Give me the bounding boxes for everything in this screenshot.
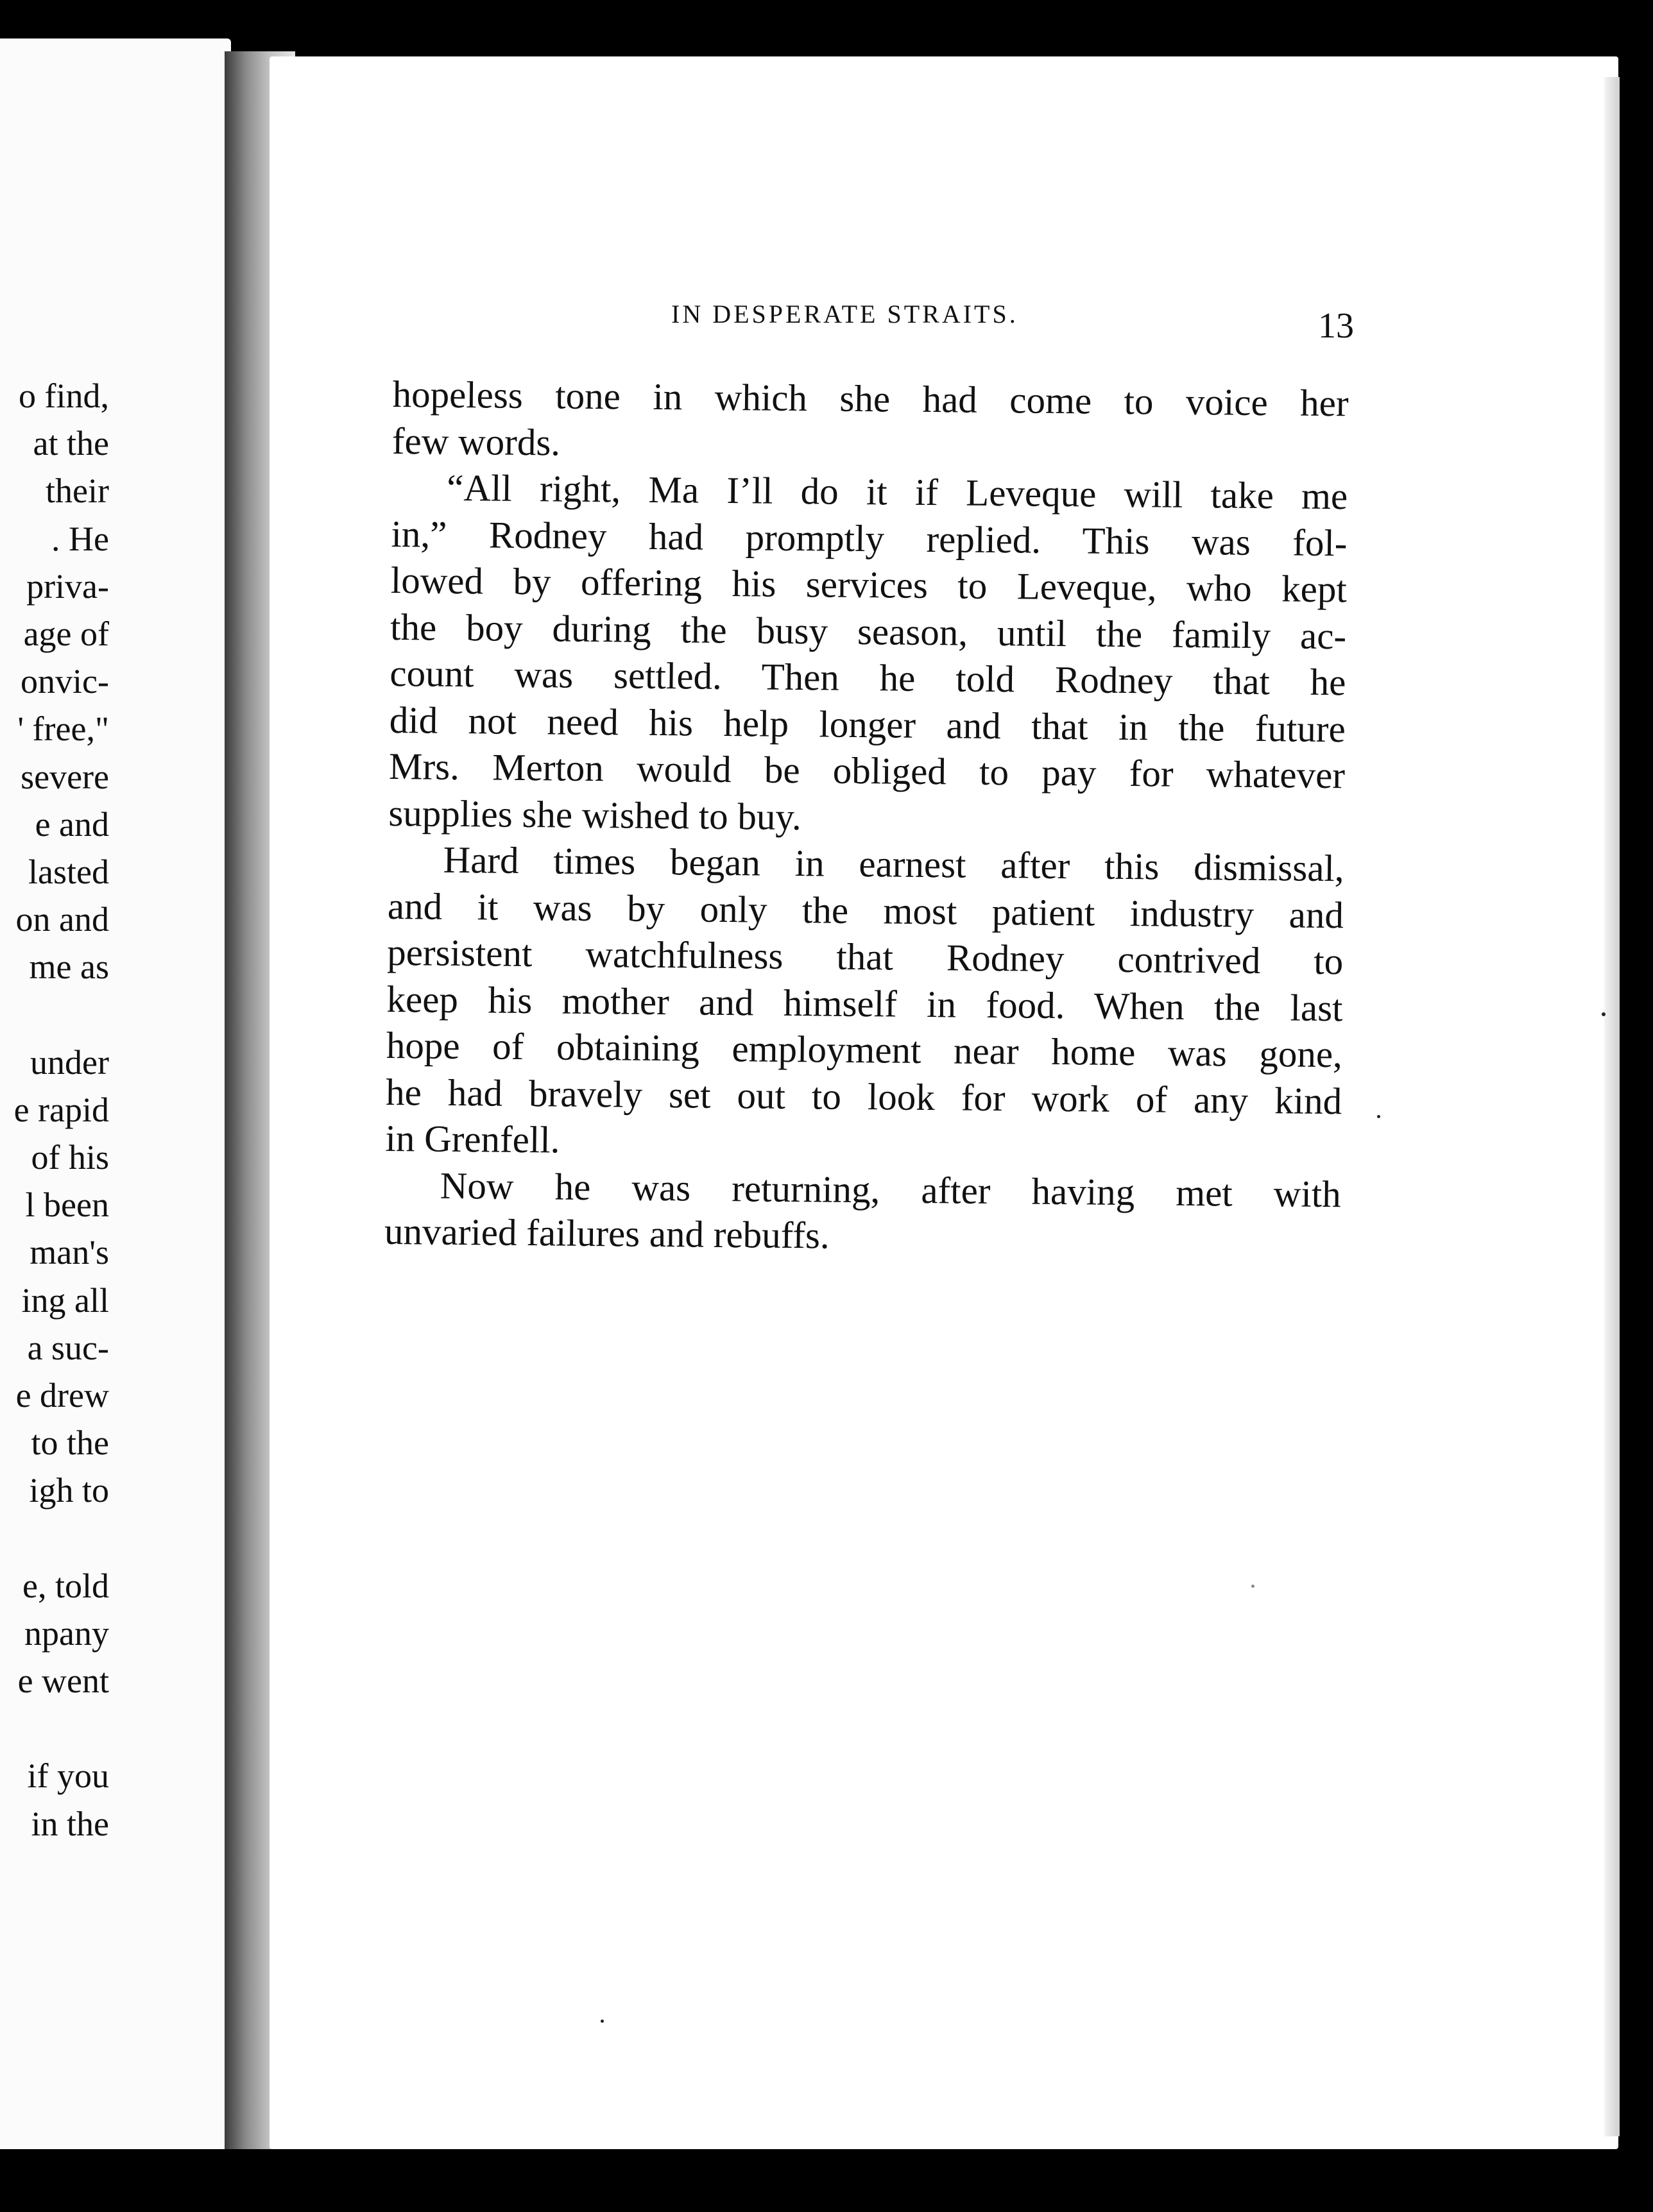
text-line: in Grenfell. [385,1116,560,1161]
left-page-line: severe [21,757,109,796]
page-edge [1604,77,1620,2136]
left-page-line: me as [29,948,109,987]
text-line: few words. [391,419,561,464]
left-page-line: man's [30,1233,109,1272]
body-text [384,371,1349,1264]
left-page-line: . He [51,519,109,558]
left-page-line: onvic- [21,662,109,701]
left-page-line: ' free," [17,710,109,749]
text-line: Hard times began in earnest after this dismissal, [443,838,1344,890]
text-line: he had bravely set out to look for work of any kind [385,1070,1342,1122]
left-page-line: igh to [29,1471,109,1510]
left-page-line: under [30,1042,109,1082]
text-line: hope of obtaining employment near home was gone, [386,1023,1343,1076]
left-page-text [14,372,109,1848]
left-page-line [14,991,109,1038]
left-page-line: ing all [21,1280,109,1320]
left-page-line [14,1515,109,1562]
text-line: “All right, Ma I’ll do it if Leveque will take me [446,466,1348,518]
left-page-line: age of [23,614,109,653]
dust-speck [1251,1585,1255,1588]
page-number: 13 [1318,306,1354,346]
left-page-line: to the [31,1424,109,1463]
text-line: supplies she wished to buy. [388,791,802,838]
left-page-line [14,1705,109,1752]
left-page-line: at the [33,424,109,463]
dust-speck [601,2020,604,2023]
text-line: count was settled. Then he told Rodney that he [390,651,1346,704]
left-page-line: e, told [22,1566,109,1605]
left-page-line: on and [15,900,109,939]
left-page-line: their [46,472,109,511]
text-line: Mrs. Merton would be obliged to pay for whatever [388,744,1346,797]
text-line: unvaried failures and rebuffs. [384,1209,830,1257]
left-page-line: a suc- [27,1328,109,1367]
left-page-line: in the [31,1804,109,1843]
text-line: did not need his help longer and that in the future [389,698,1346,750]
text-line: persistent watchfulness that Rodney contrived to [386,930,1344,983]
text-line: the boy during the busy season, until the family ac- [390,605,1347,657]
left-page-line: lasted [28,852,109,891]
text-line: in,” Rodney had promptly replied. This was fol- [391,512,1348,564]
text-line: Now he was returning, after having met with [440,1164,1342,1215]
left-page-line: o find, [19,377,109,415]
left-page-line: npany [24,1613,109,1653]
dust-speck [1377,1115,1380,1118]
left-page-line: e went [17,1662,109,1701]
left-page-line: priva- [26,566,109,606]
left-page-line: e rapid [13,1090,109,1129]
text-line: keep his mother and himself in food. When the last [386,977,1343,1029]
text-line: and it was by only the most patient industry and [387,884,1344,936]
text-line: hopeless tone in which she had come to voice her [392,372,1349,425]
left-facing-page [0,38,231,2149]
left-page-line: of his [31,1138,109,1177]
dust-speck [1602,1012,1606,1016]
left-page-line: if you [27,1757,109,1796]
text-line: lowed by offering his services to Leveque, who kept [390,558,1348,611]
left-page-line: l been [25,1186,109,1225]
left-page-line: e drew [15,1375,109,1415]
left-page-line: e and [35,804,109,844]
running-head: IN DESPERATE STRAITS. [671,300,1018,328]
